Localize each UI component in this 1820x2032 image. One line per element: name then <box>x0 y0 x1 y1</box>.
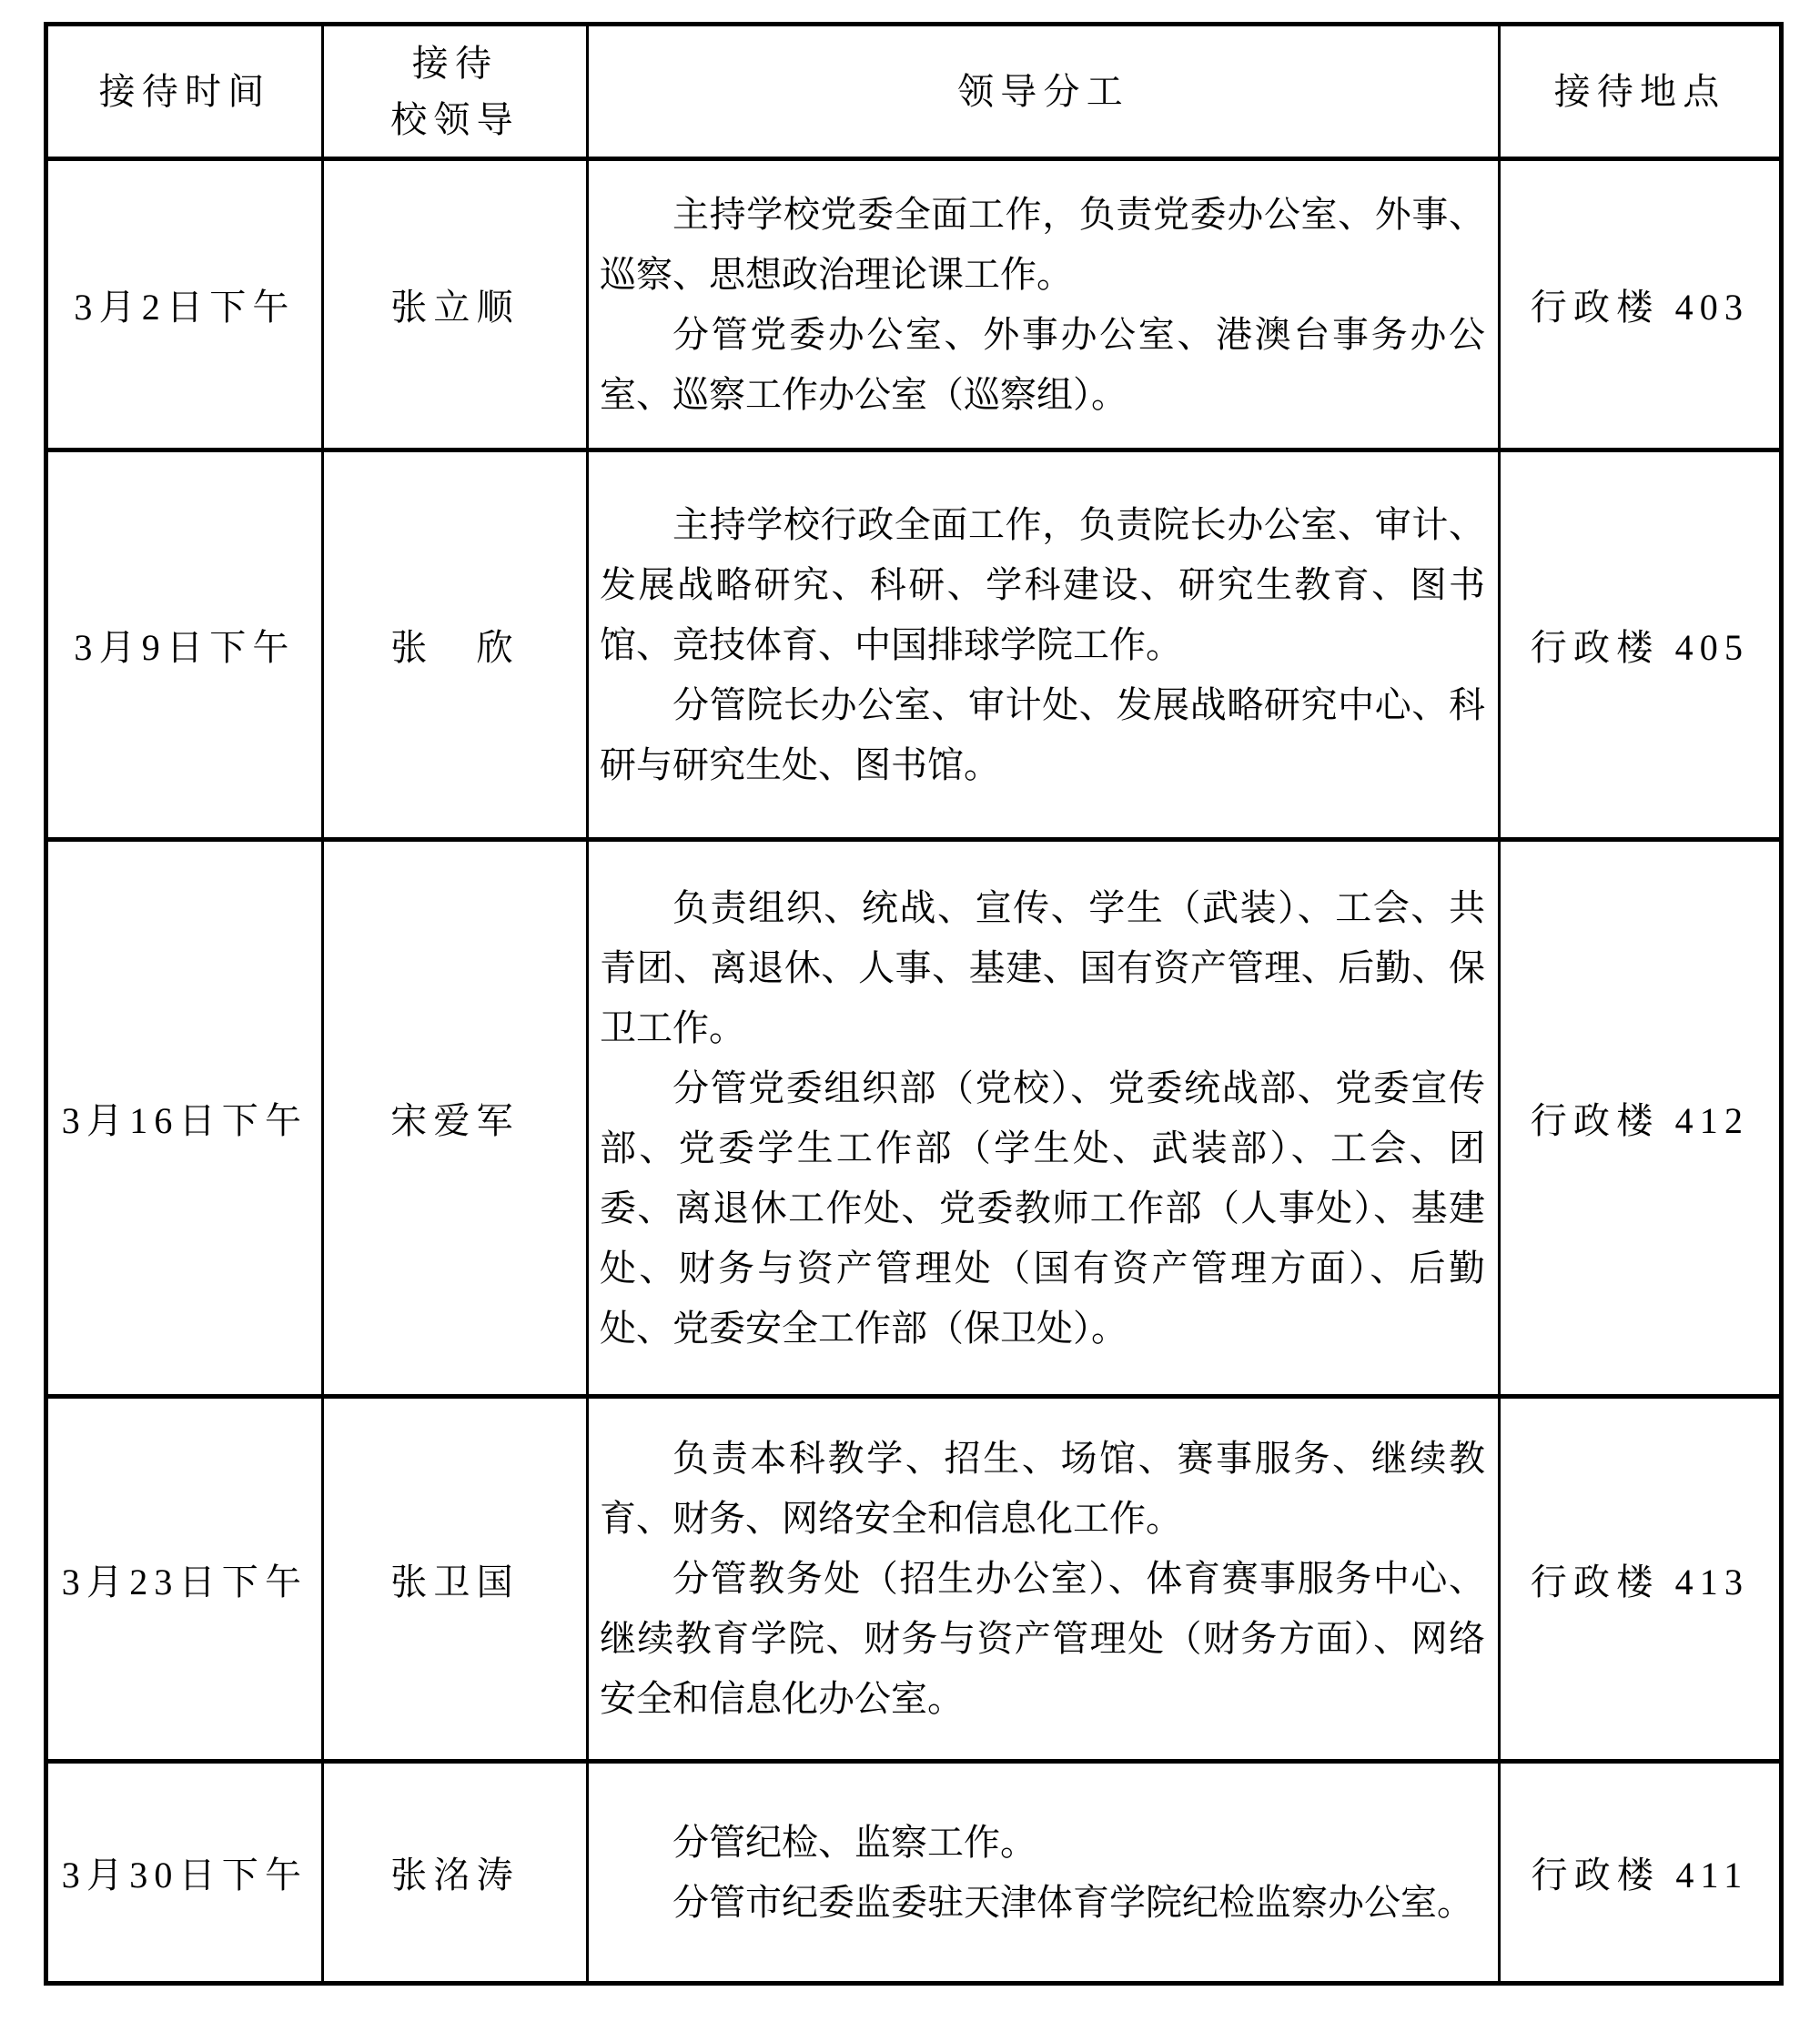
reception-location-cell: 行政楼 412 <box>1500 840 1782 1397</box>
table-row <box>46 1762 1782 1984</box>
header-reception-leader-line2: 校领导 <box>390 98 520 140</box>
table-row <box>46 840 1782 1397</box>
table-row <box>46 450 1782 840</box>
duty-paragraph: 分管市纪委监委驻天津体育学院纪检监察办公室。 <box>672 1881 1473 1923</box>
leader-name-cell: 张 欣 <box>323 450 588 840</box>
leader-duty-cell <box>588 450 1500 840</box>
reception-time-cell: 3月16日下午 <box>46 840 323 1397</box>
leader-name-cell: 宋爱军 <box>323 840 588 1397</box>
duty-paragraph: 负责本科教学、招生、场馆、赛事服务、继续教育、财务、网络安全和信息化工作。 <box>600 1438 1485 1539</box>
leader-name-cell: 张卫国 <box>323 1397 588 1762</box>
header-reception-location: 接待地点 <box>1500 25 1782 159</box>
leader-duty-cell <box>588 159 1500 450</box>
table-row <box>46 1397 1782 1762</box>
leader-duty-cell <box>588 1762 1500 1984</box>
leader-name-cell: 张洺涛 <box>323 1762 588 1984</box>
duty-paragraph: 分管党委组织部（党校）、党委统战部、党委宣传部、党委学生工作部（学生处、武装部）、工会、团委、离退休工作处、党委教师工作部（人事处）、基建处、财务与资产管理处（国有资产管理方面）、后勤处、党委安全工作部（保卫处）。 <box>600 1067 1485 1349</box>
reception-time-cell: 3月2日下午 <box>46 159 323 450</box>
leader-duty-cell <box>588 1397 1500 1762</box>
duty-paragraph: 分管纪检、监察工作。 <box>672 1821 1036 1863</box>
reception-location-cell: 行政楼 413 <box>1500 1397 1782 1762</box>
table-row <box>46 159 1782 450</box>
reception-time-cell: 3月9日下午 <box>46 450 323 840</box>
duty-paragraph: 分管党委办公室、外事办公室、港澳台事务办公室、巡察工作办公室（巡察组）。 <box>600 313 1485 415</box>
duty-paragraph: 分管院长办公室、审计处、发展战略研究中心、科研与研究生处、图书馆。 <box>600 683 1485 785</box>
duty-paragraph: 主持学校行政全面工作，负责院长办公室、审计、发展战略研究、科研、学科建设、研究生教育、图书馆、竞技体育、中国排球学院工作。 <box>600 503 1485 665</box>
reception-schedule-table <box>44 22 1784 1986</box>
reception-location-cell: 行政楼 411 <box>1500 1762 1782 1984</box>
leader-name-cell: 张立顺 <box>323 159 588 450</box>
header-reception-time: 接待时间 <box>46 25 323 159</box>
reception-location-cell: 行政楼 405 <box>1500 450 1782 840</box>
table-body <box>46 159 1782 1984</box>
reception-location-cell: 行政楼 403 <box>1500 159 1782 450</box>
table-header-row <box>46 25 1782 159</box>
header-leader-duty: 领导分工 <box>588 25 1500 159</box>
header-reception-leader <box>323 25 588 159</box>
reception-time-cell: 3月30日下午 <box>46 1762 323 1984</box>
header-reception-leader-line1: 接待 <box>411 42 499 84</box>
reception-time-cell: 3月23日下午 <box>46 1397 323 1762</box>
leader-duty-cell <box>588 840 1500 1397</box>
duty-paragraph: 主持学校党委全面工作，负责党委办公室、外事、巡察、思想政治理论课工作。 <box>600 193 1485 295</box>
duty-paragraph: 负责组织、统战、宣传、学生（武装）、工会、共青团、离退休、人事、基建、国有资产管理、后勤、保卫工作。 <box>600 886 1485 1048</box>
duty-paragraph: 分管教务处（招生办公室）、体育赛事服务中心、继续教育学院、财务与资产管理处（财务方面）、网络安全和信息化办公室。 <box>600 1558 1485 1719</box>
